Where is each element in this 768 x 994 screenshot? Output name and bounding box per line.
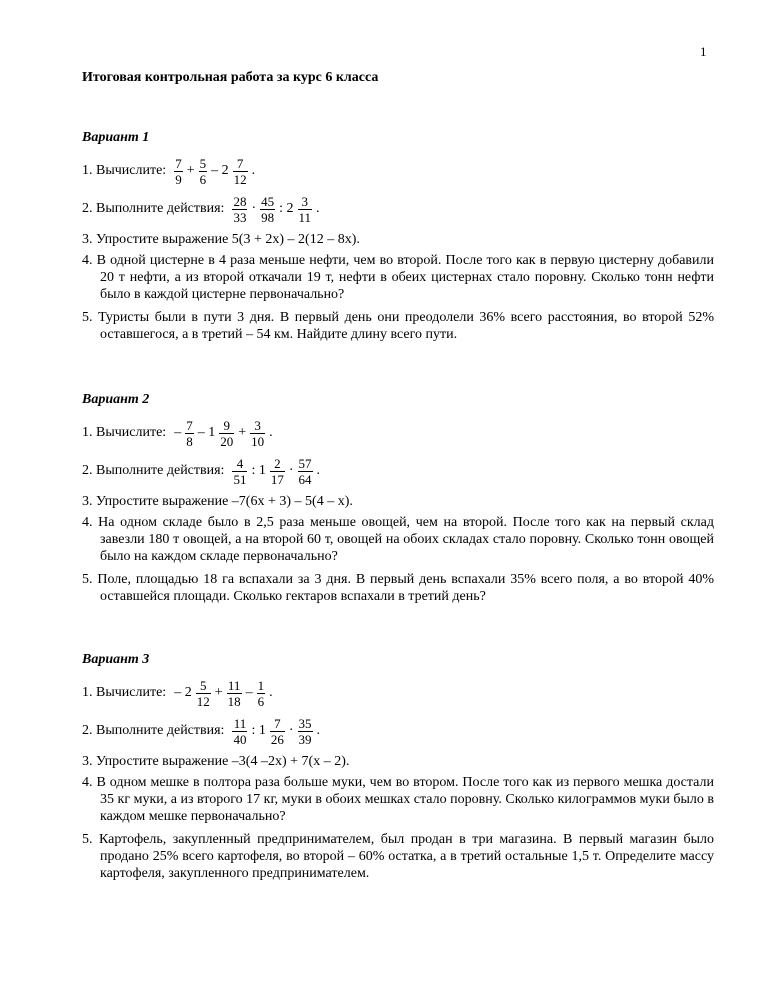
period: . [316, 463, 321, 478]
fraction: $\frac{1}{6}$ [257, 677, 265, 709]
expression [172, 156, 257, 187]
task-3: 3. Упростите выражение 5(3 + 2x) – 2(12 – 8x). [82, 232, 360, 247]
variant-title: Вариант 1 [82, 130, 150, 145]
task-1 [82, 414, 714, 452]
fraction: $\frac{5}{12}$ [196, 677, 210, 709]
task-label: 2. Выполните действия: [82, 201, 225, 216]
fraction: $\frac{3}{10}$ [251, 417, 265, 449]
operator: – 1 [197, 425, 216, 440]
fraction: $\frac{7}{9}$ [175, 155, 182, 187]
expression [230, 456, 322, 487]
task-4: 4. На одном складе было в 2,5 раза меньше овощей, чем на второй. После того как на первый склад завезли 180 т овощей, а на второй 60 т, овощей на обоих складах стало поровну. Сколько тонн овощей было на каждом складе первоначально? [82, 515, 714, 564]
operator: – 2 [211, 163, 229, 178]
fraction: $\frac{45}{98}$ [261, 193, 275, 225]
operator: + [186, 163, 195, 178]
expression [172, 678, 274, 709]
fraction: $\frac{28}{33}$ [233, 193, 247, 225]
operator: + [238, 425, 247, 440]
fraction: $\frac{7}{8}$ [186, 417, 193, 449]
variant-title: Вариант 3 [82, 652, 150, 667]
period: . [269, 425, 273, 440]
operator: · [288, 463, 294, 478]
task-label: 1. Вычислите: [82, 685, 167, 700]
operator: : 1 [251, 463, 266, 478]
page-number: 1 [700, 44, 707, 59]
fraction: $\frac{57}{64}$ [298, 455, 312, 487]
fraction: $\frac{11}{18}$ [227, 677, 241, 709]
task-3: 3. Упростите выражение –3(4 –2x) + 7(x – 2). [82, 754, 350, 769]
task-3: 3. Упростите выражение –7(6x + 3) – 5(4 – x). [82, 494, 353, 509]
fraction: $\frac{3}{11}$ [298, 193, 312, 225]
operator: · [251, 201, 257, 216]
operator: – [174, 425, 182, 440]
expression [172, 418, 274, 449]
task-5: 5. Поле, площадью 18 га вспахали за 3 дня. В первый день вспахали 35% всего поля, а во второй 40% оставшейся площади. Сколько гектаров вспахали в третий день? [82, 572, 714, 604]
task-4: 4. В одном мешке в полтора раза больше муки, чем во втором. После того как из первого мешка достали 35 кг муки, а из второго 17 кг, муки в обоих мешках стало поровну. Сколько килограммов муки было в каждом мешке первоначально? [82, 775, 714, 824]
task-2 [82, 452, 714, 490]
variant-title: Вариант 2 [82, 392, 150, 407]
fraction: $\frac{35}{39}$ [298, 715, 312, 747]
fraction: $\frac{9}{20}$ [220, 417, 234, 449]
variant-3 [82, 652, 714, 888]
operator: + [214, 685, 223, 700]
operator: · [288, 723, 294, 738]
task-label: 2. Выполните действия: [82, 723, 225, 738]
variant-1 [82, 130, 714, 349]
task-label: 2. Выполните действия: [82, 463, 225, 478]
expression [230, 194, 321, 225]
task-2 [82, 712, 714, 750]
expression [230, 716, 322, 747]
task-2 [82, 190, 714, 228]
task-4: 4. В одной цистерне в 4 раза меньше нефти, чем во второй. После того как в первую цистерну добавили 20 т нефти, а из второй откачали 19 т, нефти в обеих цистернах стало поровну. Сколько тонн нефти было в каждой цистерне первоначально? [82, 253, 714, 302]
fraction: $\frac{7}{26}$ [270, 715, 284, 747]
fraction: $\frac{2}{17}$ [270, 455, 284, 487]
task-1 [82, 152, 714, 190]
fraction: $\frac{11}{40}$ [233, 715, 247, 747]
operator: : 2 [279, 201, 294, 216]
operator: – [245, 685, 253, 700]
period: . [269, 685, 273, 700]
period: . [316, 723, 321, 738]
task-5: 5. Туристы были в пути 3 дня. В первый день они преодолели 36% всего расстояния, во второй 52% оставшегося, а в третий – 54 км. Найдите длину всего пути. [82, 310, 714, 342]
task-5: 5. Картофель, закупленный предпринимателем, был продан в три магазина. В первый магазин было продано 25% всего картофеля, во второй – 60% остатка, а в третий остальные 1,5 т. Определите массу картофеля, закупленного предпринимателем. [82, 832, 714, 881]
period: . [316, 201, 320, 216]
operator: : 1 [251, 723, 266, 738]
task-label: 1. Вычислите: [82, 425, 167, 440]
fraction: $\frac{4}{51}$ [233, 455, 247, 487]
fraction: $\frac{5}{6}$ [199, 155, 207, 187]
task-1 [82, 674, 714, 712]
variant-2 [82, 392, 714, 611]
fraction: $\frac{7}{12}$ [233, 155, 247, 187]
task-label: 1. Вычислите: [82, 163, 167, 178]
document-title: Итоговая контрольная работа за курс 6 класса [82, 70, 379, 85]
operator: – 2 [174, 685, 192, 700]
period: . [251, 163, 256, 178]
